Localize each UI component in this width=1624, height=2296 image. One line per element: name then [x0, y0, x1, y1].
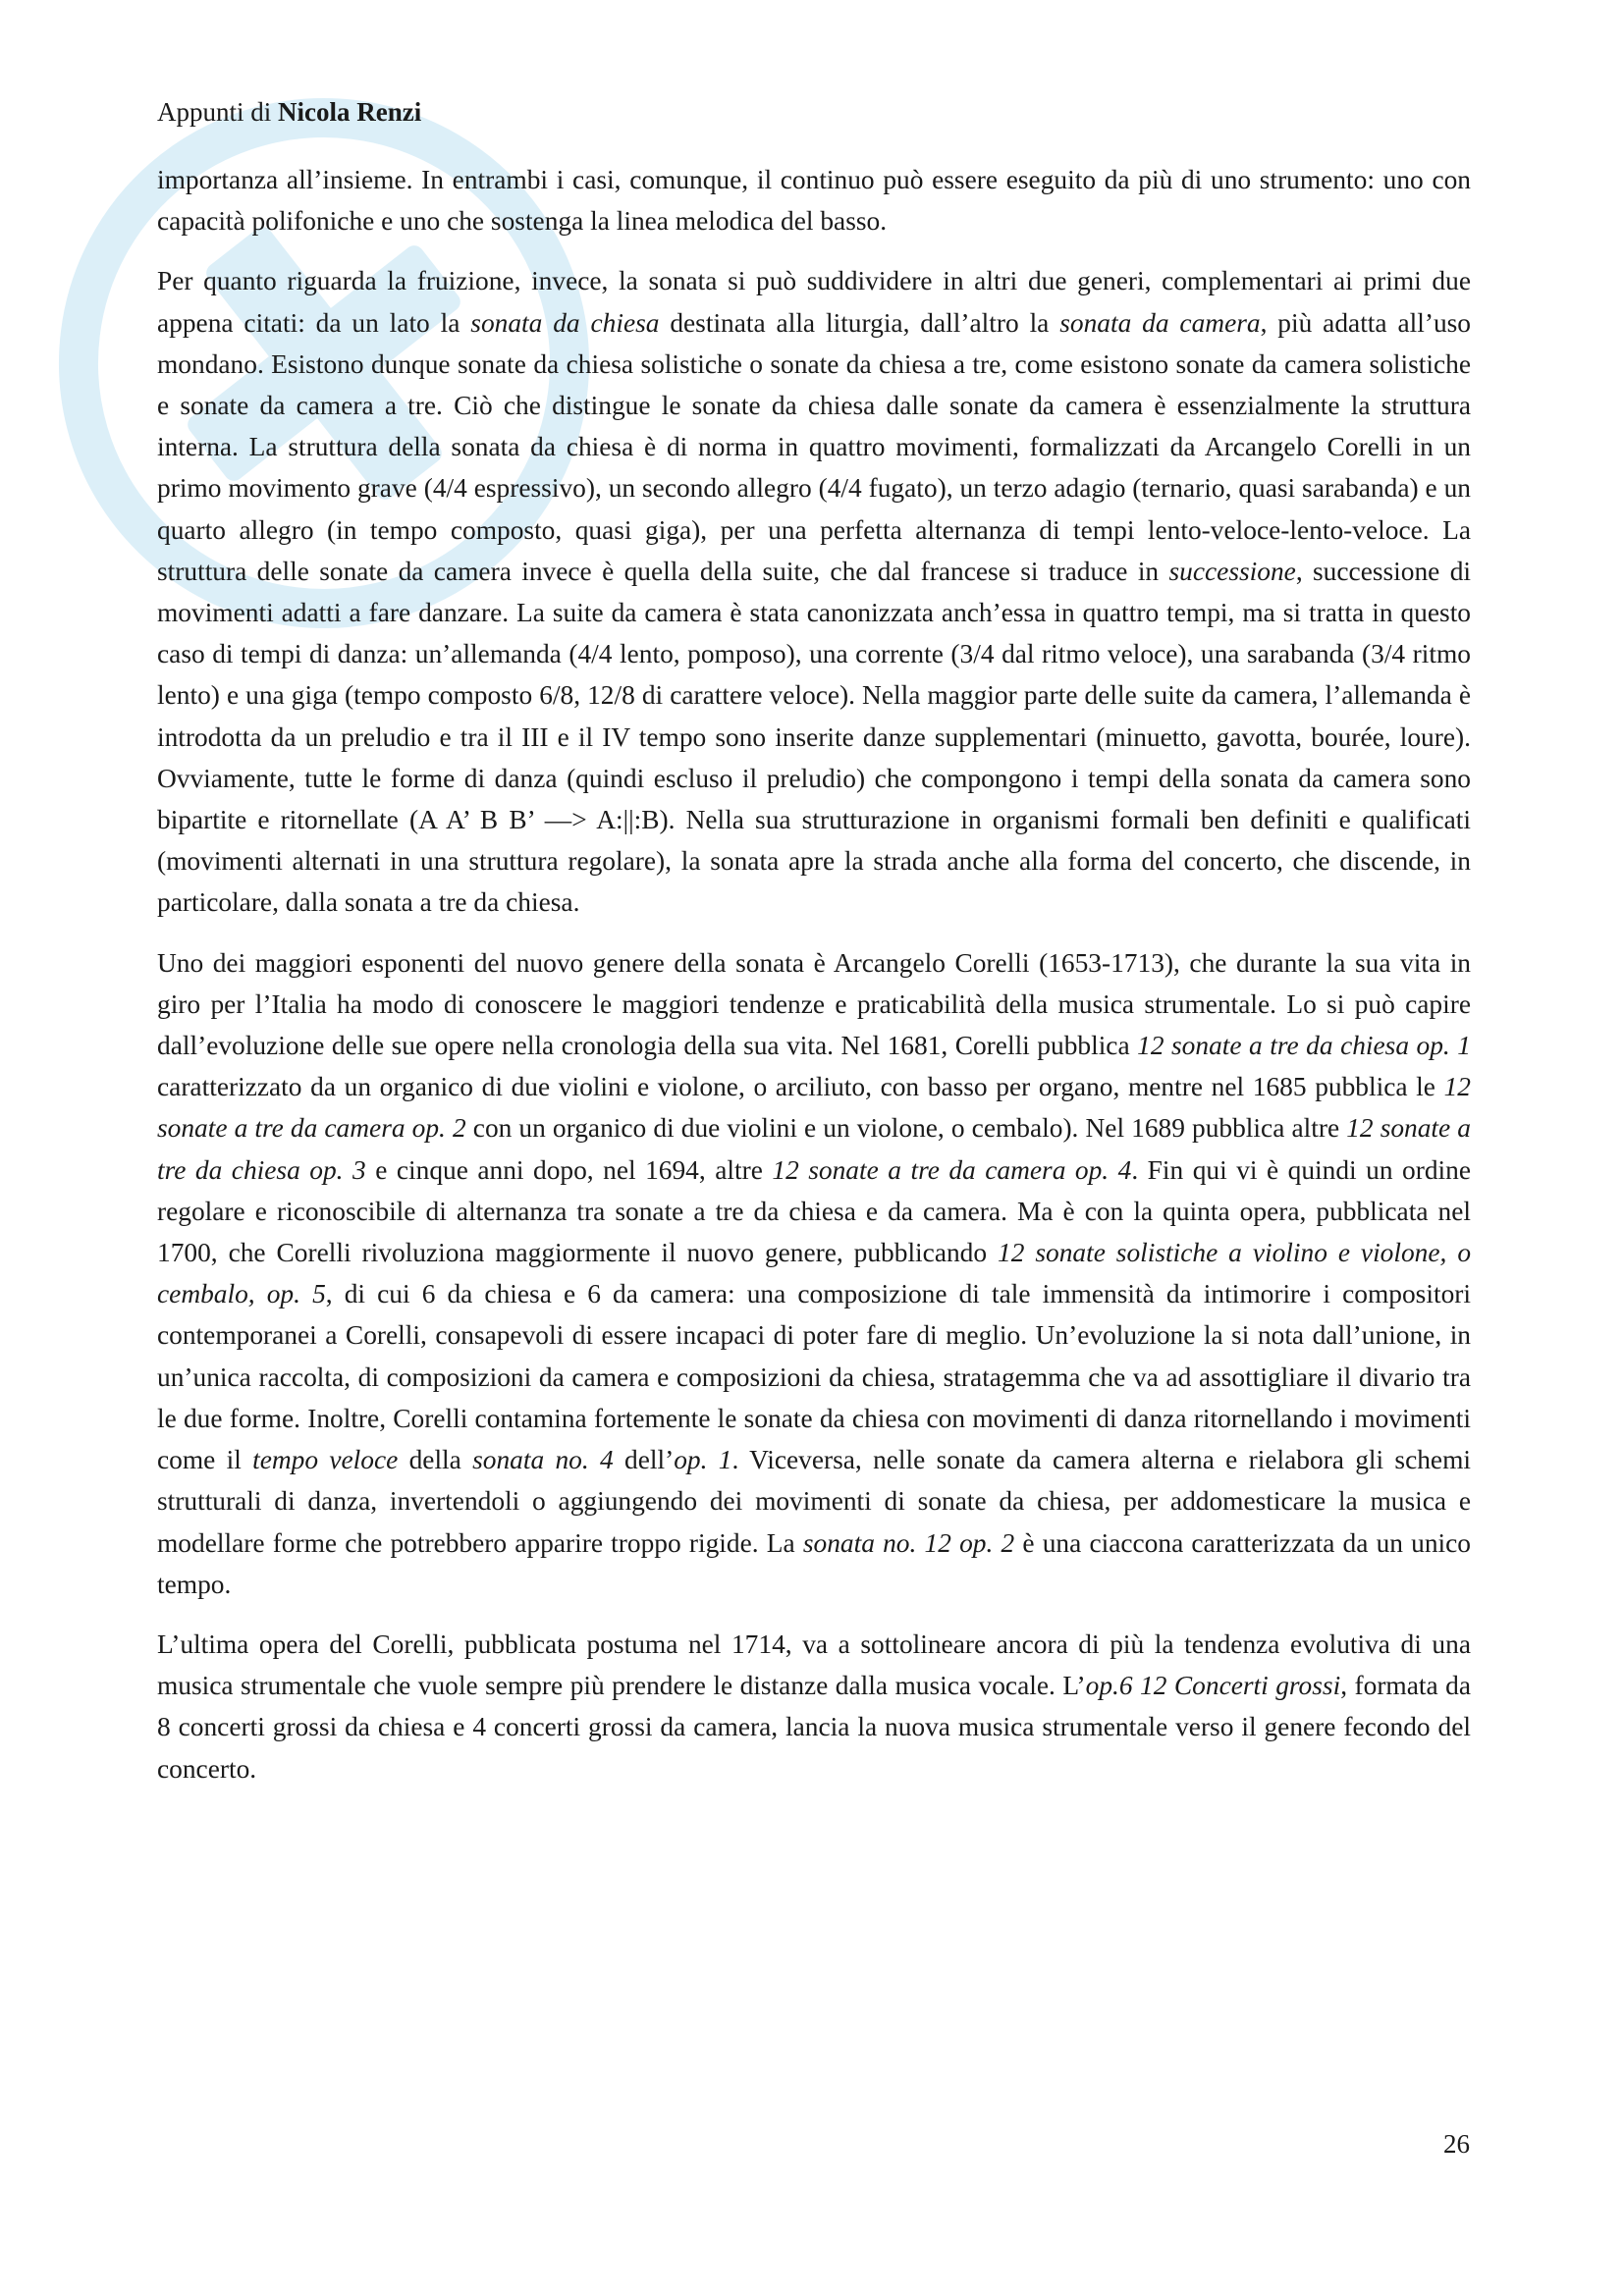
text-run: . Fin qui vi è quindi un ordine regolare e riconoscibile di alternanza tra sonate a tre da chiesa e da camera. Ma è con la quinta opera, pubblicata nel 1700, che Corelli rivoluziona maggiormente il nuovo genere, pubblicando: [157, 1154, 1472, 1268]
text-run: caratterizzato da un organico di due violini e violone, o arciliuto, con basso per organo, mentre nel 1685 pubblica le: [157, 1072, 1444, 1102]
italic-text: 12 sonate a tre da chiesa op. 3: [157, 1113, 1471, 1185]
italic-text: 12 sonate a tre da camera op. 2: [157, 1072, 1471, 1144]
text-run: dell’: [613, 1445, 675, 1475]
italic-text: sonata no. 12 op. 2: [802, 1527, 1015, 1558]
text-run: importanza all’insieme. In entrambi i casi, comunque, il continuo può essere eseguito da più di uno strumento: uno con capacità polifoniche e uno che sostenga la linea melodica del basso.: [157, 165, 1471, 237]
italic-text: sonata da camera: [1059, 307, 1261, 338]
italic-text: op. 1: [674, 1445, 732, 1475]
italic-text: 12 sonate a tre da chiesa op. 1: [1137, 1031, 1471, 1061]
page-header: [157, 96, 421, 128]
text-run: destinata alla liturgia, dall’altro la: [659, 307, 1060, 338]
page-number: 26: [1443, 2129, 1470, 2159]
text-run: , di cui 6 da chiesa e 6 da camera: una composizione di tale immensità da intimorire i compositori contemporanei a Corelli, consapevoli di essere incapaci di poter fare di meglio. Un’evoluzione la si nota dall’unione, in un’unica raccolta, di composizioni da camera e composizioni da chiesa, stratagemma che va ad assottigliare il divario tra le due forme. Inoltre, Corelli contamina fortemente le sonate da chiesa con movimenti di danza ritornellando i movimenti come il: [157, 1279, 1471, 1475]
paragraph: [157, 159, 1471, 241]
italic-text: sonata da chiesa: [470, 307, 660, 338]
text-run: . Viceversa, nelle sonate da camera alterna e rielabora gli schemi strutturali di danza, invertendoli o aggiungendo dei movimenti di sonate da chiesa, per addomesticare la musica e modellare forme che potrebbero apparire troppo rigide. La: [157, 1445, 1472, 1558]
italic-text: op.6 12 Concerti grossi: [1085, 1671, 1341, 1701]
body-text: [157, 159, 1471, 1808]
text-run: e cinque anni dopo, nel 1694, altre: [365, 1154, 773, 1185]
text-run: della: [398, 1445, 473, 1475]
italic-text: sonata no. 4: [472, 1445, 614, 1475]
paragraph: [157, 1624, 1471, 1789]
italic-text: tempo veloce: [252, 1445, 399, 1475]
italic-text: successione: [1168, 556, 1296, 586]
text-run: con un organico di due violini e un violone, o cembalo). Nel 1689 pubblica altre: [465, 1113, 1347, 1144]
paragraph: [157, 942, 1471, 1605]
text-run: , più adatta all’uso mondano. Esistono dunque sonate da chiesa solistiche o sonate da chiesa a tre, come esistono sonate da camera solistiche e sonate da camera a tre. Ciò che distingue le sonate da chiesa dalle sonate da camera è essenzialmente la struttura interna. La struttura della sonata da chiesa è di norma in quattro movimenti, formalizzati da Arcangelo Corelli in un primo movimento grave (4/4 espressivo), un secondo allegro (4/4 fugato), un terzo adagio (ternario, quasi sarabanda) e un quarto allegro (in tempo composto, quasi giga), per una perfetta alternanza di tempi lento-veloce-lento-veloce. La struttura delle sonate da camera invece è quella della suite, che dal francese si traduce in: [157, 307, 1471, 586]
text-run: , formata da 8 concerti grossi da chiesa e 4 concerti grossi da camera, lancia la nuova musica strumentale verso il genere fecondo del concerto.: [157, 1671, 1471, 1784]
italic-text: 12 sonate solistiche a violino e violone, o cembalo, op. 5: [157, 1238, 1472, 1309]
header-author: Nicola Renzi: [278, 97, 422, 127]
text-run: , successione di movimenti adatti a fare danzare. La suite da camera è stata canonizzata anch’essa in quattro tempi, ma si tratta in questo caso di tempi di danza: un’allemanda (4/4 lento, pomposo), una corrente (3/4 dal ritmo veloce), una sarabanda (3/4 ritmo lento) e una giga (tempo composto 6/8, 12/8 di carattere veloce). Nella maggior parte delle suite da camera, l’allemanda è introdotta da un preludio e tra il III e il IV tempo sono inserite danze supplementari (minuetto, gavotta, bourée, loure). Ovviamente, tutte le forme di danza (quindi escluso il preludio) che compongono i tempi della sonata da camera sono bipartite e ritornellate (A A’ B B’ —> A:||:B). Nella sua strutturazione in organismi formali ben definiti e qualificati (movimenti alternati in una struttura regolare), la sonata apre la strada anche alla forma del concerto, che discende, in particolare, dalla sonata a tre da chiesa.: [157, 556, 1472, 918]
text-run: Per quanto riguarda la fruizione, invece, la sonata si può suddividere in altri due generi, complementari ai primi due appena citati: da un lato la: [157, 266, 1471, 338]
text-run: L’ultima opera del Corelli, pubblicata postuma nel 1714, va a sottolineare ancora di più la tendenza evolutiva di una musica strumentale che vuole sempre più prendere le distanze dalla musica vocale. L’: [157, 1629, 1471, 1701]
header-prefix: Appunti di: [157, 97, 272, 127]
italic-text: 12 sonate a tre da camera op. 4: [772, 1154, 1132, 1185]
text-run: Uno dei maggiori esponenti del nuovo genere della sonata è Arcangelo Corelli (1653-1713), che durante la sua vita in giro per l’Italia ha modo di conoscere le maggiori tendenze e praticabilità della musica strumentale. Lo si può capire dall’evoluzione delle sue opere nella cronologia della sua vita. Nel 1681, Corelli pubblica: [157, 947, 1471, 1061]
paragraph: [157, 260, 1471, 923]
text-run: è una ciaccona caratterizzata da un unico tempo.: [157, 1527, 1471, 1599]
